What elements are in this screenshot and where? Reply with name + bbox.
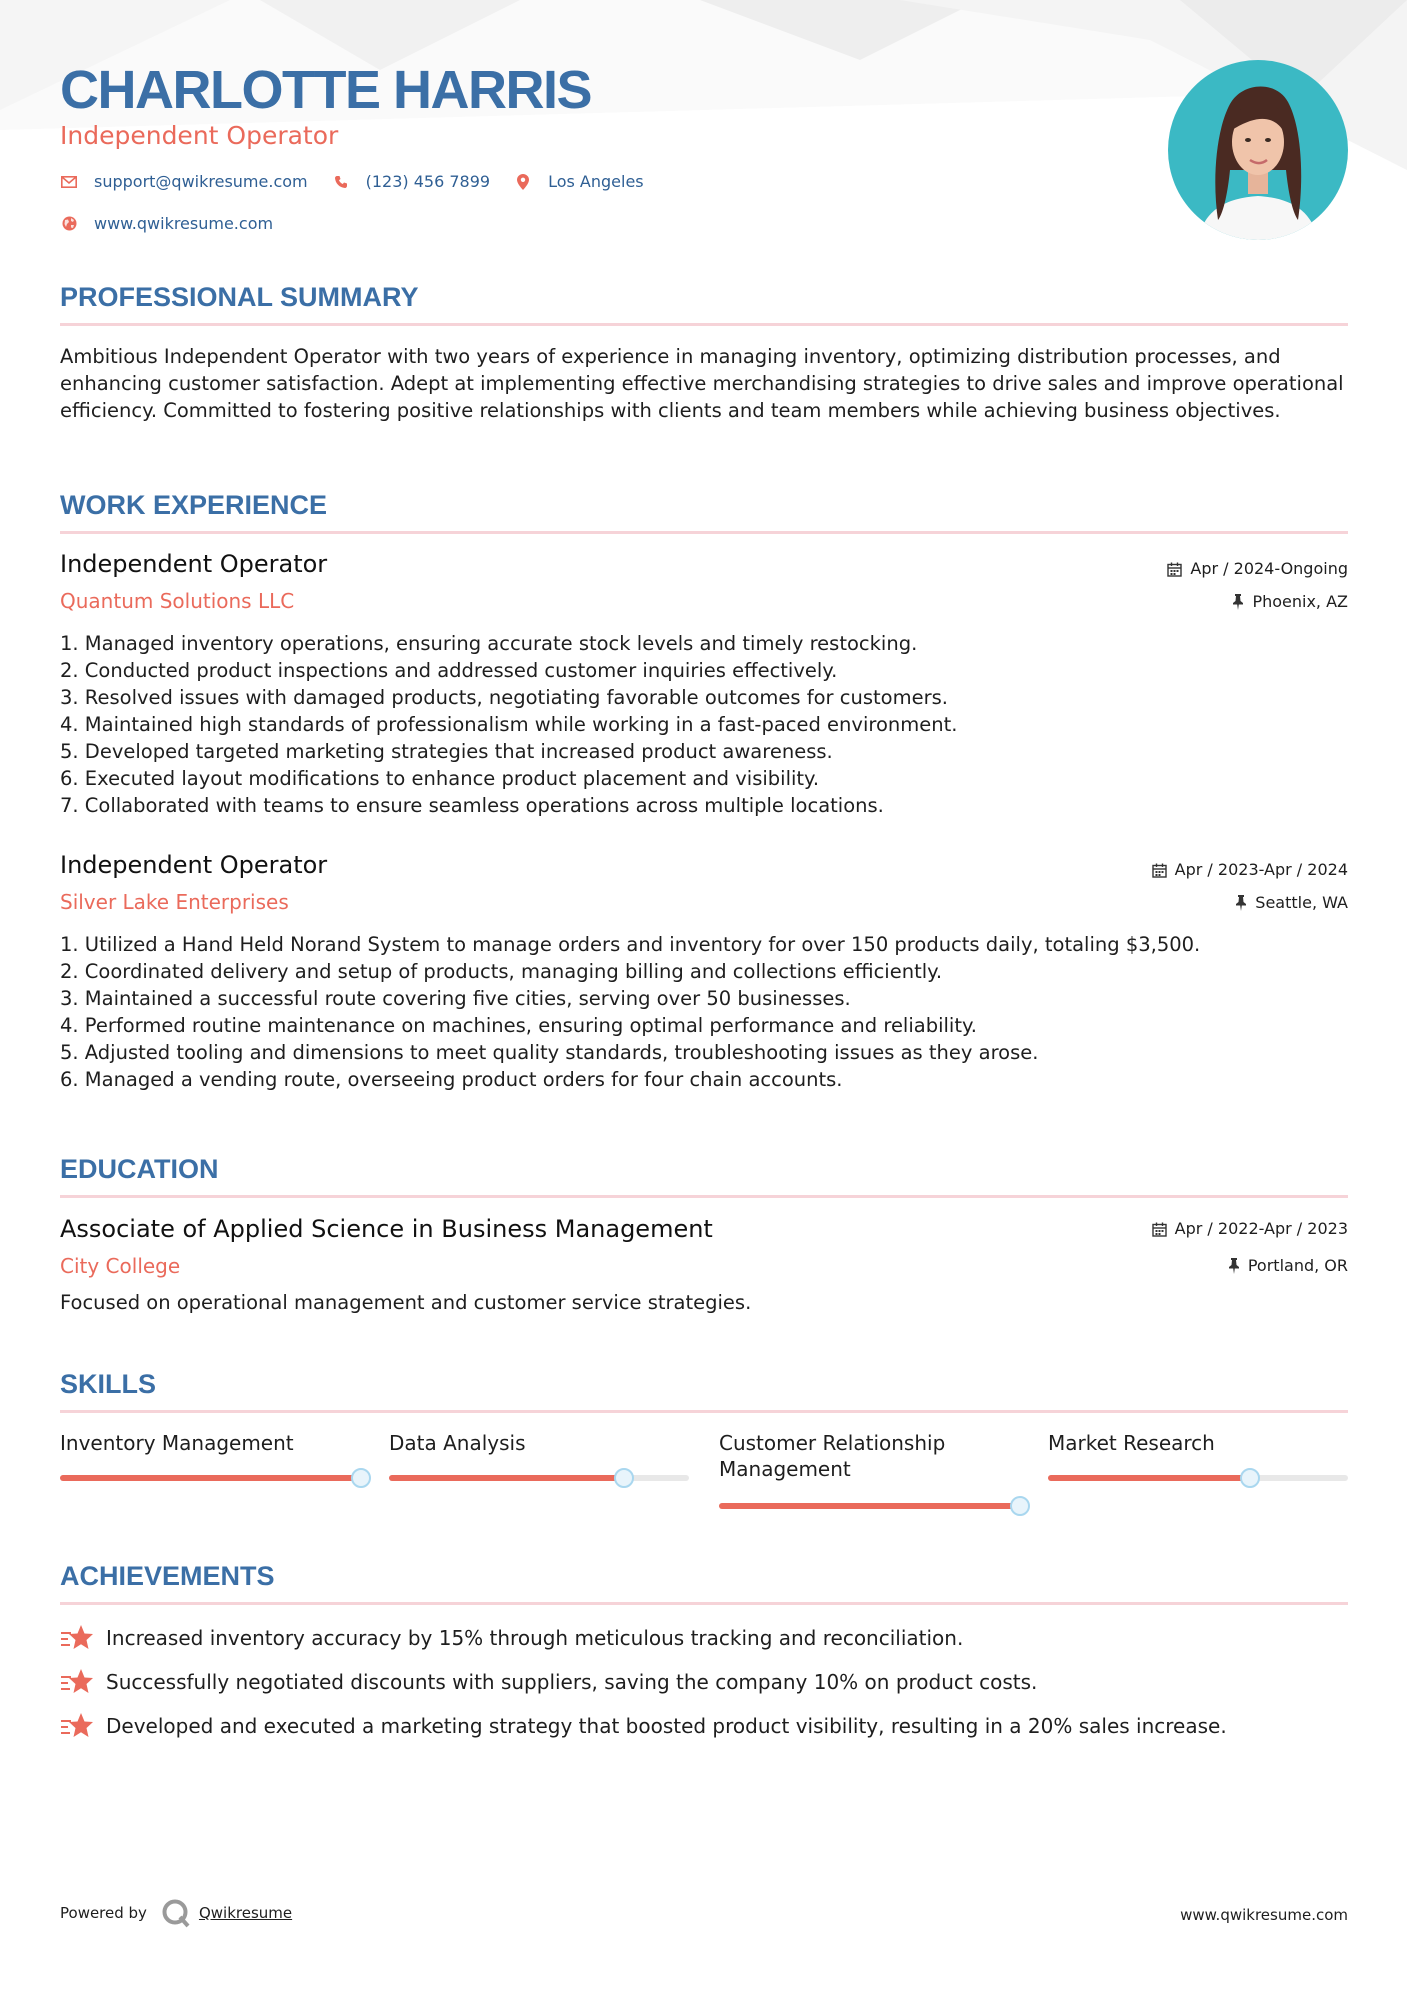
- school-name: City College: [60, 1254, 181, 1278]
- education-description: Focused on operational management and customer service strategies.: [60, 1291, 752, 1314]
- bullet-item: 4. Maintained high standards of professionalism while working in a fast-paced environment.: [60, 713, 958, 736]
- bullet-item: 3. Maintained a successful route covering five cities, serving over 50 businesses.: [60, 987, 851, 1010]
- calendar-icon: [1152, 1222, 1167, 1237]
- skill-item: [1048, 1430, 1348, 1456]
- candidate-name: CHARLOTTE HARRIS: [60, 60, 591, 120]
- job-title: Independent Operator: [60, 550, 328, 578]
- star-award-icon: [60, 1623, 94, 1653]
- skill-item: [60, 1430, 360, 1456]
- bullet-item: 4. Performed routine maintenance on machines, ensuring optimal performance and reliability.: [60, 1014, 977, 1037]
- achievement-text: Developed and executed a marketing strategy that boosted product visibility, resulting in a 20% sales increase.: [106, 1714, 1227, 1738]
- achievement-item: [60, 1711, 1227, 1741]
- skill-bar-handle: [1010, 1496, 1030, 1516]
- skill-bar: [389, 1475, 689, 1481]
- achievement-item: [60, 1667, 1037, 1697]
- education-dates-text: Apr / 2022-Apr / 2023: [1174, 1219, 1348, 1238]
- skill-item: [389, 1430, 689, 1456]
- bullet-item: 2. Conducted product inspections and addressed customer inquiries effectively.: [60, 659, 838, 682]
- job-location-text: Seattle, WA: [1255, 893, 1348, 912]
- powered-by-label: Powered by: [60, 1904, 147, 1922]
- bullet-item: 3. Resolved issues with damaged products, negotiating favorable outcomes for customers.: [60, 686, 948, 709]
- job-dates-text: Apr / 2024-Ongoing: [1190, 559, 1348, 578]
- skill-bar: [1048, 1475, 1348, 1481]
- skill-name: Data Analysis: [389, 1431, 526, 1455]
- summary-text: Ambitious Independent Operator with two years of experience in managing inventory, optimizing distribution processes, and enhancing customer satisfaction. Adept at implementing effective merchandising strategies to drive sales and improve operational efficiency. Committed to fostering positive relationships with clients and team members while achieving business objectives.: [60, 345, 1344, 422]
- achievement-item: [60, 1623, 963, 1653]
- education-location: [1228, 1256, 1348, 1276]
- footer-powered-by: [60, 1898, 292, 1928]
- skill-bar-fill: [1048, 1475, 1249, 1481]
- bullet-item: 1. Utilized a Hand Held Norand System to manage orders and inventory for over 150 products daily, totaling $3,500.: [60, 933, 1201, 956]
- pin-icon: [1235, 895, 1247, 911]
- skill-bar-handle: [1240, 1468, 1260, 1488]
- summary-heading: PROFESSIONAL SUMMARY: [60, 281, 1348, 326]
- skill-bar: [719, 1503, 1019, 1509]
- location-icon: [514, 173, 532, 191]
- bullet-item: 6. Executed layout modifications to enhance product placement and visibility.: [60, 767, 820, 790]
- bullet-item: 1. Managed inventory operations, ensuring accurate stock levels and timely restocking.: [60, 632, 918, 655]
- job-dates-text: Apr / 2023-Apr / 2024: [1174, 860, 1348, 879]
- job-location-text: Phoenix, AZ: [1252, 592, 1348, 611]
- skill-bar-handle: [351, 1468, 371, 1488]
- bullet-item: 5. Adjusted tooling and dimensions to meet quality standards, troubleshooting issues as they arose.: [60, 1041, 1039, 1064]
- contact-row: [60, 172, 668, 191]
- skill-bar: [60, 1475, 360, 1481]
- job-bullets: [60, 630, 1348, 819]
- achievement-text: Increased inventory accuracy by 15% through meticulous tracking and reconciliation.: [106, 1626, 964, 1650]
- company-name: Quantum Solutions LLC: [60, 589, 295, 613]
- location-text: Los Angeles: [548, 172, 644, 191]
- skill-bar-handle: [614, 1468, 634, 1488]
- profile-photo: [1168, 60, 1348, 240]
- calendar-icon: [1167, 562, 1182, 577]
- qwikresume-logo-icon: [161, 1898, 191, 1928]
- footer-url[interactable]: www.qwikresume.com: [1180, 1906, 1348, 1924]
- achievement-text: Successfully negotiated discounts with suppliers, saving the company 10% on product costs.: [106, 1670, 1038, 1694]
- skill-item: [719, 1430, 1019, 1482]
- star-award-icon: [60, 1667, 94, 1697]
- degree-title: Associate of Applied Science in Business Management: [60, 1215, 713, 1243]
- job-title: Independent Operator: [60, 851, 328, 879]
- job-location: [1235, 893, 1348, 913]
- website-link[interactable]: www.qwikresume.com: [94, 214, 274, 233]
- bullet-item: 2. Coordinated delivery and setup of products, managing billing and collections efficiently.: [60, 960, 943, 983]
- candidate-title: Independent Operator: [60, 121, 339, 150]
- skill-name: Customer Relationship Management: [719, 1431, 946, 1481]
- skill-bar-fill: [389, 1475, 623, 1481]
- education-heading: EDUCATION: [60, 1153, 1348, 1198]
- job-dates: [1167, 559, 1348, 579]
- company-name: Silver Lake Enterprises: [60, 890, 289, 914]
- bullet-item: 5. Developed targeted marketing strategies that increased product awareness.: [60, 740, 833, 763]
- experience-heading: WORK EXPERIENCE: [60, 489, 1348, 534]
- education-location-text: Portland, OR: [1247, 1256, 1348, 1275]
- phone-number: (123) 456 7899: [365, 172, 491, 191]
- star-award-icon: [60, 1711, 94, 1741]
- bullet-item: 6. Managed a vending route, overseeing product orders for four chain accounts.: [60, 1068, 843, 1091]
- achievements-heading: ACHIEVEMENTS: [60, 1560, 1348, 1605]
- pin-icon: [1232, 594, 1244, 610]
- qwikresume-link[interactable]: Qwikresume: [198, 1904, 293, 1922]
- calendar-icon: [1152, 863, 1167, 878]
- skill-bar-fill: [719, 1503, 1019, 1509]
- skills-heading: SKILLS: [60, 1368, 1348, 1413]
- pin-icon: [1228, 1258, 1240, 1274]
- skill-name: Inventory Management: [60, 1431, 294, 1455]
- job-dates: [1152, 860, 1348, 880]
- bullet-item: 7. Collaborated with teams to ensure seamless operations across multiple locations.: [60, 794, 884, 817]
- education-dates: [1152, 1219, 1348, 1239]
- website-row: [60, 214, 297, 233]
- email-icon: [60, 173, 78, 191]
- job-bullets: [60, 931, 1348, 1093]
- phone-icon: [332, 173, 350, 191]
- skill-name: Market Research: [1048, 1431, 1215, 1455]
- skill-bar-fill: [60, 1475, 360, 1481]
- job-location: [1232, 592, 1348, 612]
- globe-icon: [60, 215, 78, 233]
- email-link[interactable]: support@qwikresume.com: [94, 172, 308, 191]
